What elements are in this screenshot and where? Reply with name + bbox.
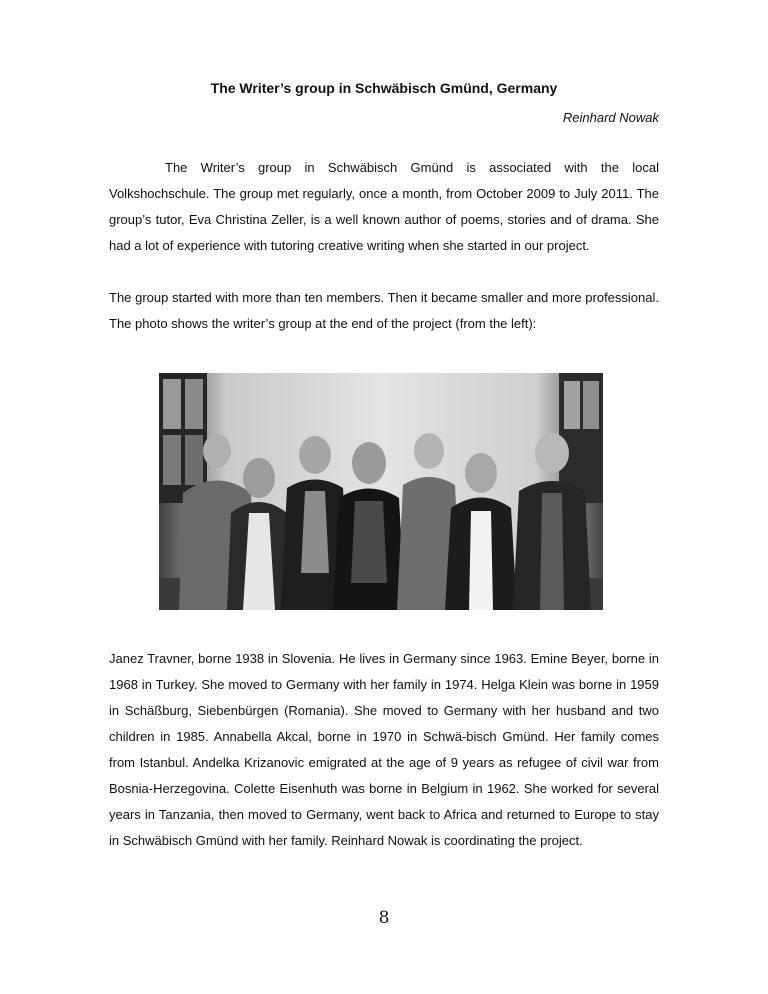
page-number: 8 bbox=[378, 908, 390, 928]
author-name: Reinhard Nowak bbox=[562, 110, 659, 125]
group-photo bbox=[159, 373, 603, 610]
document-title: The Writer’s group in Schwäbisch Gmünd, Germany bbox=[210, 80, 558, 96]
group-paragraph: The group started with more than ten members. Then it became smaller and more professional. The photo shows the writer’s group at the end of the project (from the left): bbox=[109, 290, 659, 331]
members-paragraph: Janez Travner, borne 1938 in Slovenia. He lives in Germany since 1963. Emine Beyer, borne in 1968 in Turkey. She moved to Germany with her family in 1974. Helga Klein was borne in 1959 in Schäßburg, Siebenbürgen (Romania). She moved to Germany with her husband and two children in 1985. Annabella Akcal, borne in 1970 in Schwä-bisch Gmünd. Her family comes from Istanbul. Andelka Krizanovic emigrated at the age of 9 years as refugee of civil war from Bosnia-Herzegovina. Colette Eisenhuth was borne in Belgium in 1962. She worked for several years in Tanzania, then moved to Germany, went back to Africa and returned to Europe to stay in Schwäbisch Gmünd with her family. Reinhard Nowak is coordinating the project. bbox=[109, 651, 659, 848]
intro-paragraph: The Writer’s group in Schwäbisch Gmünd is associated with the local Volkshochschule. The group met regularly, once a month, from October 2009 to July 2011. The group’s tutor, Eva Christina Zeller, is a well known author of poems, stories and of drama. She had a lot of experience with tutoring creative writing when she started in our project. bbox=[109, 160, 659, 253]
